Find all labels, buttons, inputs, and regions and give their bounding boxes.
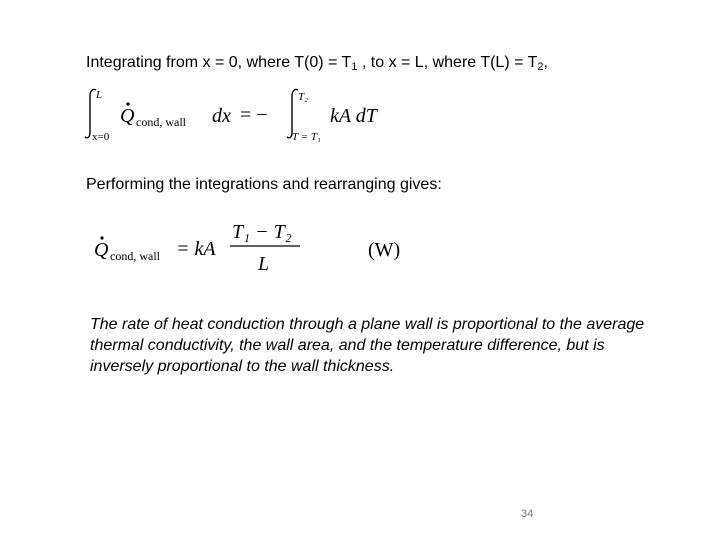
heat-rate-subscript: cond, wall — [136, 115, 186, 129]
integral-equation — [80, 84, 410, 144]
heat-rate-q: Q — [120, 105, 135, 127]
equals-minus: = − — [240, 104, 268, 126]
upper-limit-x: L — [96, 89, 103, 101]
intro-part3: , — [543, 54, 548, 71]
numerator: T₁ − T₂ — [232, 221, 292, 243]
upper-limit-t: T₂ — [298, 91, 308, 103]
intro-subscript-2: 2 — [537, 61, 544, 73]
unit: (W) — [368, 239, 401, 261]
lower-limit-t: T = T₁ — [292, 131, 321, 143]
differential-x: dx — [212, 105, 231, 127]
intro-subscript-1: 1 — [351, 61, 358, 73]
integrand: kA dT — [330, 105, 377, 127]
heat-rate-subscript-2: cond, wall — [110, 249, 160, 263]
denominator: L — [258, 253, 270, 274]
lower-limit-x: x=0 — [92, 131, 110, 143]
intro-text — [86, 54, 548, 73]
intro-part2: , to x = L, where T(L) = T — [357, 54, 538, 71]
page-number: 34 — [521, 508, 534, 520]
equals-ka: = kA — [176, 238, 216, 260]
conclusion-text: The rate of heat conduction through a plane wall is proportional to the average thermal conductivity, the wall area, and the temperature difference, but is inversely proportional to the wall thickness. — [90, 316, 645, 375]
heat-rate-q-2: Q — [94, 239, 109, 261]
performing-text: Performing the integrations and rearranging gives: — [86, 176, 442, 193]
intro-part1: Integrating from x = 0, where T(0) = T — [86, 54, 352, 71]
heat-rate-equation — [88, 214, 428, 274]
